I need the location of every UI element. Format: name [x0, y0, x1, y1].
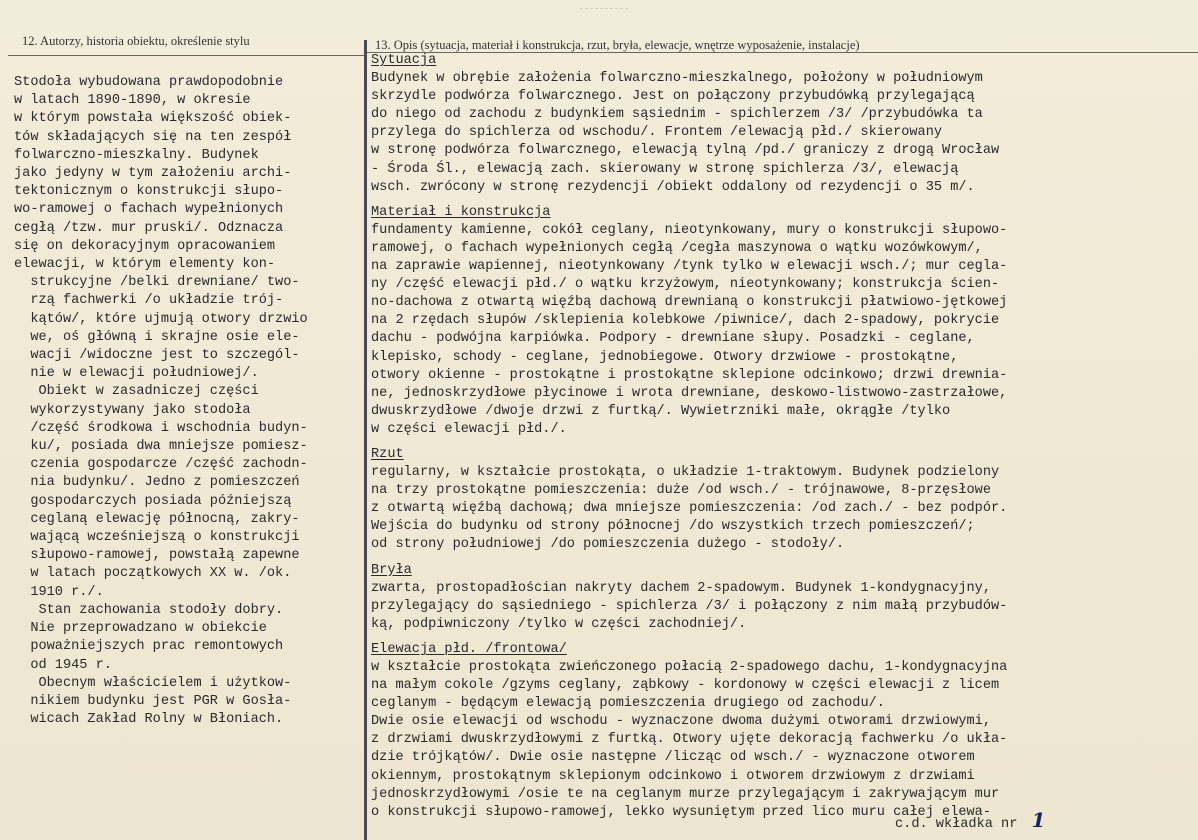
section-line: - Środa Śl., elewacją zach. skierowany w stronę spichlerza /3/, elewacją	[371, 161, 959, 177]
section-line: jednoskrzydłowymi /osie te na ceglanym murze przylegającym i zakrywającym mur	[371, 786, 1000, 802]
header-left: 12. Autorzy, historia obiektu, określenie stylu	[22, 34, 250, 48]
section-line: na małym cokole /gzyms ceglany, ząbkowy - kordonowy w części elewacji z licem	[371, 678, 1000, 694]
history-line: ku/, posiada dwa mniejsze pomiesz-	[14, 439, 308, 455]
section-line: skrzydle podwórza folwarcznego. Jest on połączony przybudówką przylegającą	[371, 89, 975, 105]
history-line: w latach 1890-1890, w okresie	[14, 93, 251, 109]
section-line: klepisko, schody - ceglane, jednobiegowe. Otwory drzwiowe - prostokątne,	[371, 349, 959, 365]
section-line: w części elewacji płd./.	[371, 421, 567, 437]
history-line: wicach Zakład Rolny w Błoniach.	[14, 712, 284, 728]
history-line: Nie przeprowadzano w obiekcie	[14, 621, 267, 637]
section-line: o konstrukcji słupowo-ramowej, lekko wysuniętym przed lico muru całej elewa-	[371, 804, 991, 820]
history-line: 1910 r./.	[14, 584, 104, 600]
section-line: fundamenty kamienne, cokół ceglany, nieotynkowany, mury o konstrukcji słupowo-	[371, 222, 1008, 238]
section-3	[371, 562, 1191, 634]
section-line: ny /część elewacji płd./ o wątku krzyżowym, nieotynkowany; konstrukcja ścien-	[371, 277, 1000, 293]
history-line: Stodoła wybudowana prawdopodobnie	[14, 75, 284, 90]
history-line: poważniejszych prac remontowych	[14, 639, 284, 655]
history-line: Obiekt w zasadniczej części	[14, 384, 259, 400]
section-line: na 2 rzędach słupów /sklepienia kolebkowe /piwnice/, dach 2-spadowy, pokrycie	[371, 313, 1000, 329]
history-line: elewacji, w którym elementy kon-	[14, 257, 276, 273]
section-line: no-dachowa z otwartą więźbą dachową drewnianą o konstrukcji płatwiowo-jętkowej	[371, 295, 1008, 311]
section-0	[371, 52, 1191, 197]
history-line: Stan zachowania stodoły dobry.	[14, 602, 284, 618]
section-title: Materiał i konstrukcja	[371, 204, 551, 220]
section-line: otwory okienne - prostokątne i prostokątne sklepione odcinkowo; drzwi drewnia-	[371, 367, 1008, 383]
section-title: Sytuacja	[371, 53, 437, 68]
section-title: Rzut	[371, 446, 404, 462]
section-line: ne, jednoskrzydłowe płycinowe i wrota drewniane, deskowo-listwowo-zastrzałowe,	[371, 385, 1008, 401]
history-line: w którym powstała większość obiek-	[14, 111, 292, 127]
section-line: Dwie osie elewacji od wschodu - wyznaczone dwoma dużymi otworami drzwiowymi,	[371, 714, 991, 730]
history-line: wo-ramowej o fachach wypełnionych	[14, 202, 284, 218]
section-line: ceglanym - będącym elewacją pomieszczenia drugiego od zachodu/.	[371, 696, 885, 712]
history-line: tektonicznym o konstrukcji słupo-	[14, 184, 284, 200]
history-line: ceglaną elewację północną, zakry-	[14, 511, 300, 527]
section-line: dzie trójkątów/. Dwie osie następne /licząc od wsch./ - wyznaczone otworem	[371, 750, 975, 766]
history-line: cegłą /tzw. mur pruski/. Odznacza	[14, 220, 284, 236]
section-line: wsch. zwrócony w stronę rezydencji /obiekt oddalony od rezydencji o 35 m/.	[371, 179, 975, 195]
history-line: tów składających się na ten zespół	[14, 129, 292, 145]
section-line: zwarta, prostopadłościan nakryty dachem 2-spadowym. Budynek 1-kondygnacyjny,	[371, 580, 991, 596]
section-line: w kształcie prostokąta zwieńczonego połacią 2-spadowego dachu, 1-kondygnacyjna	[371, 660, 1008, 675]
history-line: Obecnym właścicielem i użytkow-	[14, 675, 292, 691]
section-line: Budynek w obrębie założenia folwarczno-mieszkalnego, położony w południowym	[371, 71, 983, 87]
history-line: we, oś główną i skrajne osie ele-	[14, 329, 300, 345]
section-line: z otwartą więźbą dachową; dwa mniejsze pomieszczenia: /od zach./ - bez podpór.	[371, 501, 1008, 517]
history-column	[14, 74, 360, 729]
history-line: słupowo-ramowej, powstałą zapewne	[14, 548, 300, 564]
description-column	[371, 52, 1191, 829]
continuation-note	[895, 808, 1045, 832]
section-line: dachu - podwójna karpiówka. Podpory - drewniane słupy. Posadzki - ceglane,	[371, 331, 975, 347]
history-line: czenia gospodarcze /część zachodn-	[14, 457, 308, 473]
history-line: nie w elewacji południowej/.	[14, 366, 259, 382]
section-line: przylega do spichlerza od wschodu/. Frontem /elewacją płd./ skierowany	[371, 125, 943, 141]
section-line: okiennym, prostokątnym sklepionym odcinkowo i otworem drzwiowym z drzwiami	[371, 768, 975, 784]
faint-mark	[580, 8, 628, 19]
section-line: dwuskrzydłowe /dwoje drzwi z furtką/. Wywietrzniki małe, okrągłe /tylko	[371, 403, 951, 419]
section-line: na trzy prostokątne pomieszczenia: duże /od wsch./ - trójnawowe, 8-przęsłowe	[371, 483, 991, 499]
section-title: Elewacja płd. /frontowa/	[371, 641, 567, 657]
history-line: rzą fachwerki /o układzie trój-	[14, 293, 284, 309]
section-line: regularny, w kształcie prostokąta, o układzie 1-traktowym. Budynek podzielony	[371, 465, 1000, 481]
history-line: strukcyjne /belki drewniane/ two-	[14, 275, 300, 291]
history-line: nia budynku/. Jedno z pomieszczeń	[14, 475, 300, 491]
divider-left	[8, 55, 364, 56]
continuation-text: c.d. wkładka nr	[895, 817, 1018, 832]
history-line: gospodarczych posiada późniejszą	[14, 493, 292, 509]
history-line: się on dekoracyjnym opracowaniem	[14, 238, 276, 254]
section-line: przylegający do sąsiedniego - spichlerza /3/ i połączony z nim małą przybudów-	[371, 598, 1008, 614]
history-line: od 1945 r.	[14, 657, 112, 673]
history-line: jako jedyny w tym założeniu archi-	[14, 166, 292, 182]
section-line: ramowej, o fachach wypełnionych cegłą /cegła maszynowa o wątku wozówkowym/,	[371, 240, 983, 256]
history-line: w latach początkowych XX w. /ok.	[14, 566, 292, 582]
section-line: do niego od zachodu z budynkiem sąsiednim - spichlerzem /3/ /przybudówka ta	[371, 107, 983, 123]
history-line: folwarczno-mieszkalny. Budynek	[14, 147, 259, 163]
column-divider	[364, 40, 367, 840]
section-line: na zaprawie wapiennej, nieotynkowany /tynk tylko w elewacji wsch./; mur cegla-	[371, 259, 1008, 275]
history-line: /część środkowa i wschodnia budyn-	[14, 420, 308, 436]
section-title: Bryła	[371, 562, 412, 578]
history-line: kątów/, które ujmują otwory drzwio	[14, 311, 308, 327]
section-4	[371, 641, 1191, 822]
section-line: ką, podpiwniczony /tylko w części zachodniej/.	[371, 616, 747, 632]
section-2	[371, 446, 1191, 555]
section-line: z drzwiami dwuskrzydłowymi z furtką. Otwory ujęte dekoracją fachwerku /o ukła-	[371, 732, 1008, 748]
insert-number: 1	[1031, 808, 1046, 832]
section-1	[371, 204, 1191, 439]
section-line: Wejścia do budynku od strony północnej /do wszystkich trzech pomieszczeń/;	[371, 519, 975, 535]
history-line: wacji /widoczne jest to szczegól-	[14, 348, 300, 364]
section-line: od strony południowej /do pomieszczenia dużego - stodoły/.	[371, 537, 845, 553]
header-right: 13. Opis (sytuacja, materiał i konstrukcja, rzut, bryła, elewacje, wnętrze wyposażenie, instalacje)	[375, 38, 860, 52]
history-line: wającą wcześniejszą o konstrukcji	[14, 530, 300, 546]
history-line: nikiem budynku jest PGR w Gosła-	[14, 693, 292, 709]
section-line: w stronę podwórza folwarcznego, elewacją tylną /pd./ graniczy z drogą Wrocław	[371, 143, 1000, 159]
history-line: wykorzystywany jako stodoła	[14, 402, 251, 418]
